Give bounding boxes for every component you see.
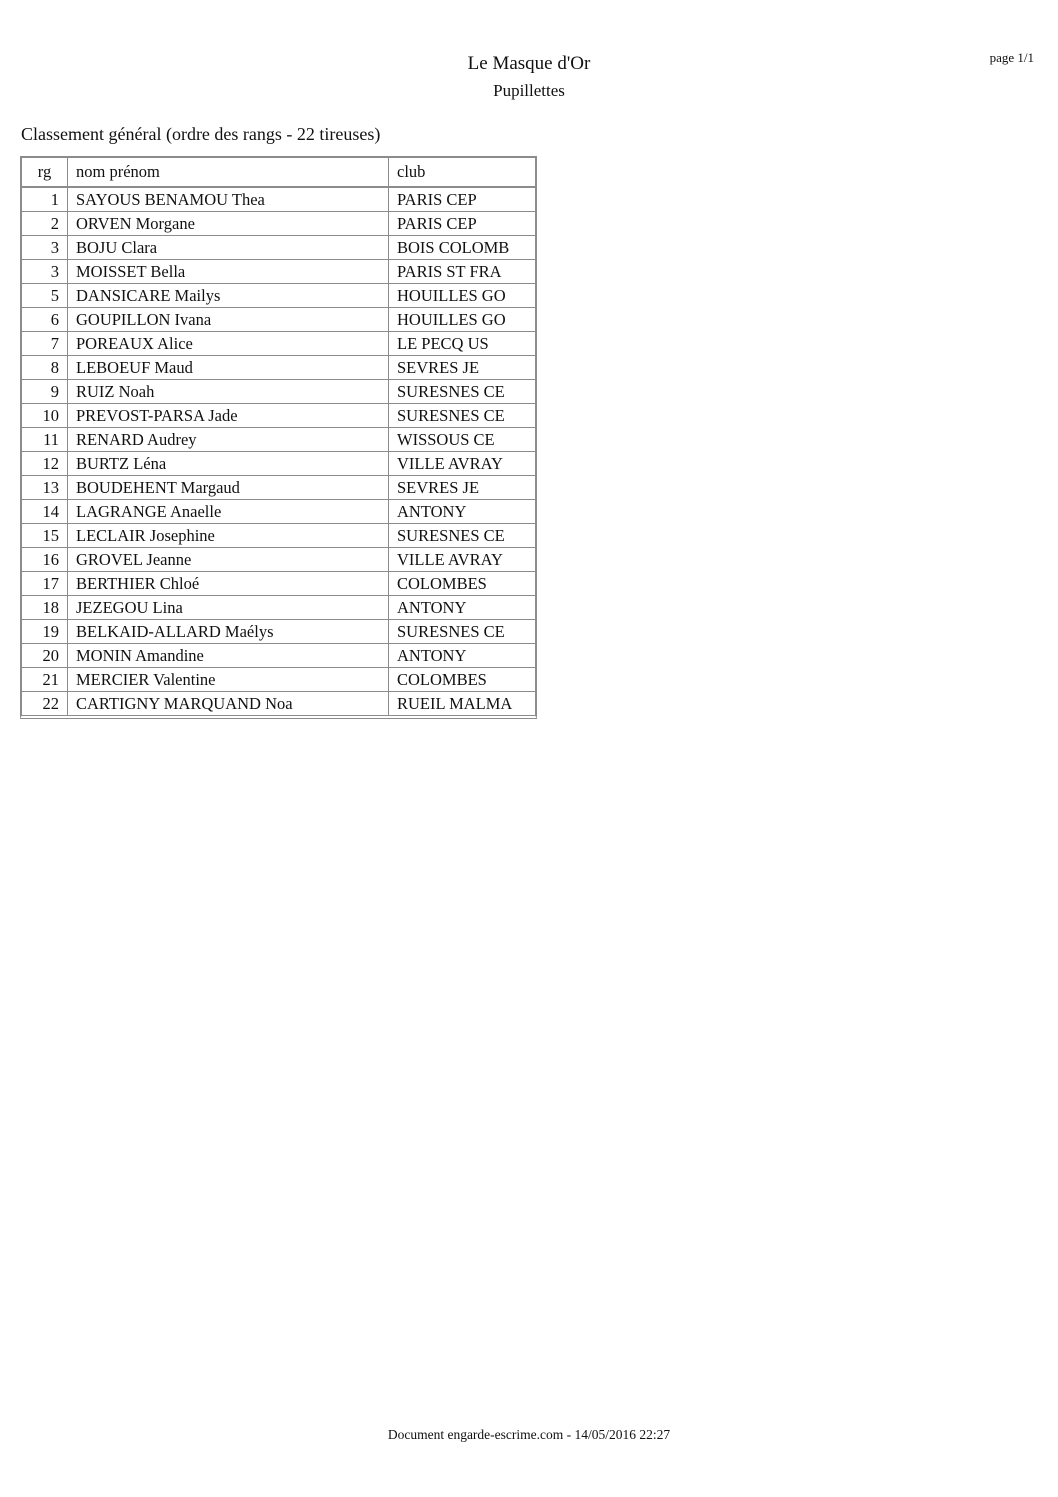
club-cell: SURESNES CE	[389, 620, 536, 644]
club-cell: COLOMBES	[389, 668, 536, 692]
club-cell: HOUILLES GO	[389, 308, 536, 332]
club-cell: LE PECQ US	[389, 332, 536, 356]
table-row	[22, 260, 535, 284]
ranking-table-body	[22, 187, 535, 715]
rank-cell: 13	[22, 476, 68, 500]
name-cell: PREVOST-PARSA Jade	[68, 404, 389, 428]
name-cell: LAGRANGE Anaelle	[68, 500, 389, 524]
name-cell: SAYOUS BENAMOU Thea	[68, 187, 389, 212]
club-cell: PARIS CEP	[389, 212, 536, 236]
club-cell: ANTONY	[389, 644, 536, 668]
rank-cell: 2	[22, 212, 68, 236]
club-cell: SURESNES CE	[389, 524, 536, 548]
name-cell: JEZEGOU Lina	[68, 596, 389, 620]
table-row	[22, 452, 535, 476]
rank-cell: 3	[22, 260, 68, 284]
table-row	[22, 236, 535, 260]
table-row	[22, 284, 535, 308]
column-header-name: nom prénom	[68, 158, 389, 187]
table-row	[22, 404, 535, 428]
name-cell: GOUPILLON Ivana	[68, 308, 389, 332]
club-cell: WISSOUS CE	[389, 428, 536, 452]
club-cell: VILLE AVRAY	[389, 452, 536, 476]
rank-cell: 18	[22, 596, 68, 620]
name-cell: LEBOEUF Maud	[68, 356, 389, 380]
name-cell: BOUDEHENT Margaud	[68, 476, 389, 500]
rank-cell: 5	[22, 284, 68, 308]
column-header-club: club	[389, 158, 536, 187]
club-cell: VILLE AVRAY	[389, 548, 536, 572]
table-row	[22, 212, 535, 236]
club-cell: HOUILLES GO	[389, 284, 536, 308]
table-row	[22, 596, 535, 620]
rank-cell: 16	[22, 548, 68, 572]
club-cell: SURESNES CE	[389, 380, 536, 404]
table-row	[22, 500, 535, 524]
name-cell: BOJU Clara	[68, 236, 389, 260]
rank-cell: 21	[22, 668, 68, 692]
club-cell: COLOMBES	[389, 572, 536, 596]
rank-cell: 10	[22, 404, 68, 428]
name-cell: RENARD Audrey	[68, 428, 389, 452]
table-row	[22, 428, 535, 452]
rank-cell: 9	[22, 380, 68, 404]
club-cell: ANTONY	[389, 596, 536, 620]
name-cell: MONIN Amandine	[68, 644, 389, 668]
document-footer: Document engarde-escrime.com - 14/05/2016 22:27	[387, 1427, 671, 1442]
rank-cell: 12	[22, 452, 68, 476]
name-cell: BURTZ Léna	[68, 452, 389, 476]
name-cell: BERTHIER Chloé	[68, 572, 389, 596]
rank-cell: 11	[22, 428, 68, 452]
rank-cell: 8	[22, 356, 68, 380]
rank-cell: 22	[22, 692, 68, 716]
name-cell: CARTIGNY MARQUAND Noa	[68, 692, 389, 716]
rank-cell: 14	[22, 500, 68, 524]
ranking-table	[22, 158, 535, 715]
table-row	[22, 668, 535, 692]
rank-cell: 1	[22, 187, 68, 212]
rank-cell: 7	[22, 332, 68, 356]
table-row	[22, 476, 535, 500]
rank-cell: 3	[22, 236, 68, 260]
table-row	[22, 356, 535, 380]
club-cell: BOIS COLOMB	[389, 236, 536, 260]
club-cell: PARIS ST FRA	[389, 260, 536, 284]
club-cell: ANTONY	[389, 500, 536, 524]
name-cell: DANSICARE Mailys	[68, 284, 389, 308]
table-row	[22, 380, 535, 404]
name-cell: GROVEL Jeanne	[68, 548, 389, 572]
ranking-table-container	[20, 156, 537, 719]
club-cell: RUEIL MALMA	[389, 692, 536, 716]
club-cell: SEVRES JE	[389, 356, 536, 380]
document-subtitle: Pupillettes	[493, 81, 565, 100]
table-row	[22, 644, 535, 668]
name-cell: LECLAIR Josephine	[68, 524, 389, 548]
name-cell: MERCIER Valentine	[68, 668, 389, 692]
name-cell: POREAUX Alice	[68, 332, 389, 356]
table-row	[22, 620, 535, 644]
ranking-heading: Classement général (ordre des rangs - 22 tireuses)	[21, 124, 381, 144]
rank-cell: 19	[22, 620, 68, 644]
table-row	[22, 332, 535, 356]
rank-cell: 6	[22, 308, 68, 332]
name-cell: RUIZ Noah	[68, 380, 389, 404]
club-cell: PARIS CEP	[389, 187, 536, 212]
column-header-rank: rg	[22, 158, 68, 187]
table-row	[22, 572, 535, 596]
rank-cell: 17	[22, 572, 68, 596]
table-header-row	[22, 158, 535, 187]
table-row	[22, 187, 535, 212]
table-row	[22, 692, 535, 716]
rank-cell: 15	[22, 524, 68, 548]
table-row	[22, 524, 535, 548]
name-cell: ORVEN Morgane	[68, 212, 389, 236]
document-title: Le Masque d'Or	[467, 53, 591, 74]
club-cell: SURESNES CE	[389, 404, 536, 428]
page-number: page 1/1	[989, 50, 1034, 65]
table-row	[22, 548, 535, 572]
club-cell: SEVRES JE	[389, 476, 536, 500]
name-cell: MOISSET Bella	[68, 260, 389, 284]
name-cell: BELKAID-ALLARD Maélys	[68, 620, 389, 644]
rank-cell: 20	[22, 644, 68, 668]
table-row	[22, 308, 535, 332]
